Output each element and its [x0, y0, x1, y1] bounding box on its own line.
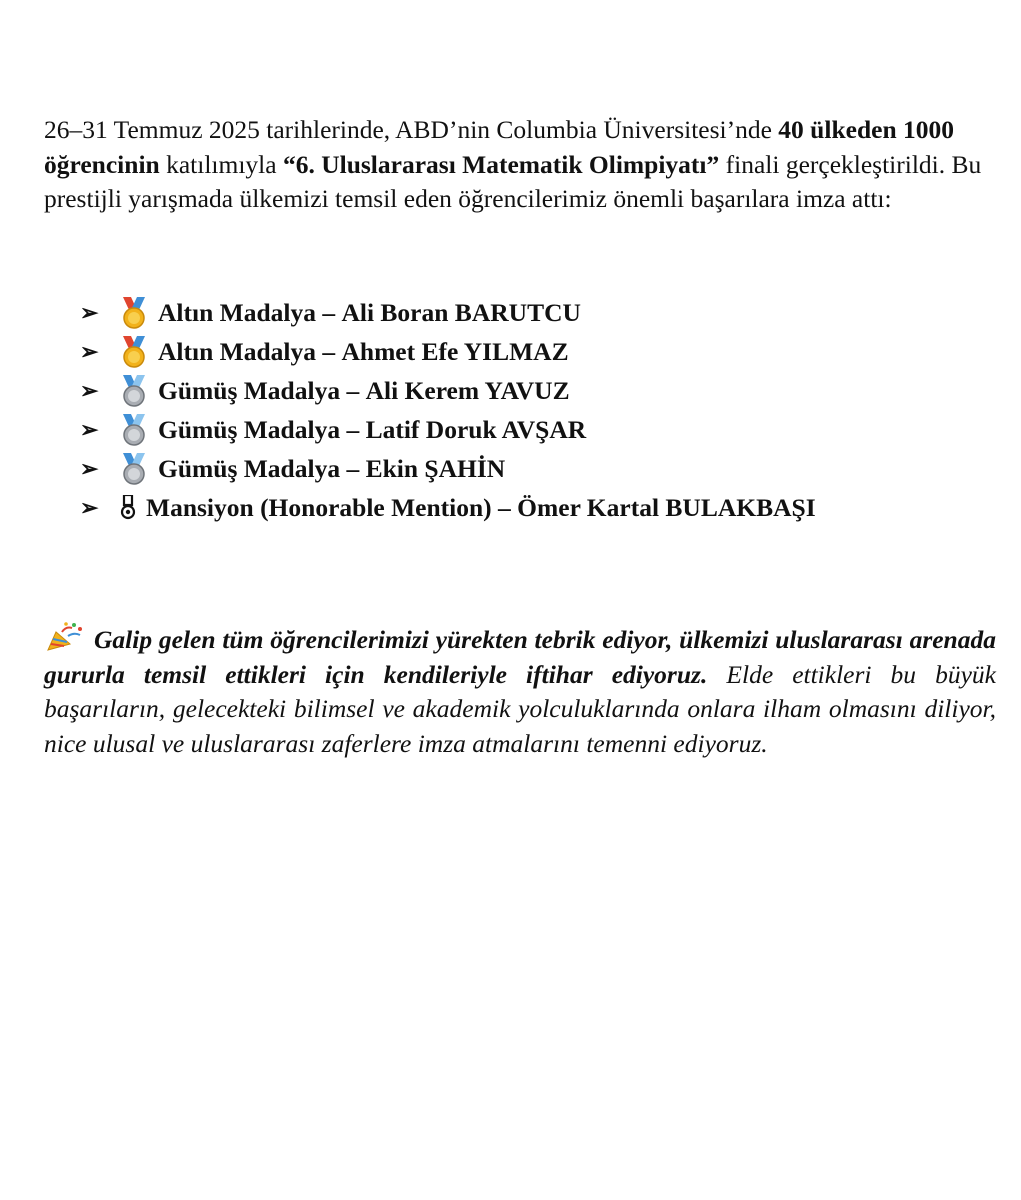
award-separator: – — [315, 297, 342, 327]
student-name: Ahmet Efe YILMAZ — [341, 336, 569, 366]
gold-medal-icon — [120, 336, 148, 368]
arrow-bullet-icon: ➢ — [80, 338, 99, 364]
award-item — [80, 332, 1000, 371]
award-item — [80, 488, 1000, 527]
wishes-text: Elde ettikleri bu büyük başarıların, gelecekteki bilimsel ve akademik yolculuklarında onlara ilham olmasını diliyor, nice ulusal ve uluslararası zaferlere imza atmalarını temenni ediyoruz. — [44, 659, 996, 758]
student-name: Latif Doruk AVŞAR — [365, 414, 587, 444]
award-title: Gümüş Madalya — [158, 414, 341, 444]
intro-count: 40 ülkeden 1000 öğrencinin — [44, 115, 954, 179]
congratulation-text: Galip gelen tüm öğrencilerimizi yürekten tebrik ediyor, ülkemizi uluslararası arenada gururla temsil ettikleri için kendileriyle iftihar ediyoruz. — [44, 625, 996, 689]
intro-paragraph — [44, 113, 996, 217]
closing-paragraph — [44, 622, 996, 761]
silver-medal-icon — [120, 453, 148, 485]
silver-medal-icon — [120, 375, 148, 407]
award-list — [80, 293, 1000, 527]
intro-dates: 26–31 Temmuz 2025 tarihlerinde, ABD’nin Columbia Üniversitesi’nde — [44, 115, 779, 144]
student-name: Ali Boran BARUTCU — [341, 297, 581, 327]
award-title: Gümüş Madalya — [158, 375, 341, 405]
award-title: Altın Madalya — [158, 297, 316, 327]
party-popper-icon — [44, 622, 84, 652]
student-name: Ekin ŞAHİN — [365, 453, 506, 483]
silver-medal-icon — [120, 414, 148, 446]
award-title: Mansiyon (Honorable Mention) — [146, 492, 492, 522]
ribbon-icon — [120, 495, 136, 521]
intro-mid: katılımıyla — [159, 149, 283, 179]
arrow-bullet-icon: ➢ — [80, 494, 99, 520]
gold-medal-icon — [120, 297, 148, 329]
award-item — [80, 410, 1000, 449]
award-item — [80, 371, 1000, 410]
award-separator: – — [340, 375, 366, 405]
award-item — [80, 293, 1000, 332]
arrow-bullet-icon: ➢ — [80, 377, 99, 403]
student-name: Ali Kerem YAVUZ — [365, 375, 570, 405]
award-title: Gümüş Madalya — [158, 453, 341, 483]
award-separator: – — [315, 336, 342, 366]
intro-rest: finali gerçekleştirildi. Bu prestijli yarışmada ülkemizi temsil eden öğrencilerimiz önemli başarılara imza attı: — [44, 149, 982, 213]
award-separator: – — [340, 414, 366, 444]
award-item — [80, 449, 1000, 488]
student-name: Ömer Kartal BULAKBAŞI — [517, 492, 816, 522]
award-separator: – — [340, 453, 366, 483]
arrow-bullet-icon: ➢ — [80, 455, 99, 481]
intro-event: “6. Uluslararası Matematik Olimpiyatı” — [282, 149, 720, 179]
arrow-bullet-icon: ➢ — [80, 299, 99, 325]
arrow-bullet-icon: ➢ — [80, 416, 99, 442]
award-separator: – — [491, 492, 518, 522]
award-title: Altın Madalya — [158, 336, 316, 366]
